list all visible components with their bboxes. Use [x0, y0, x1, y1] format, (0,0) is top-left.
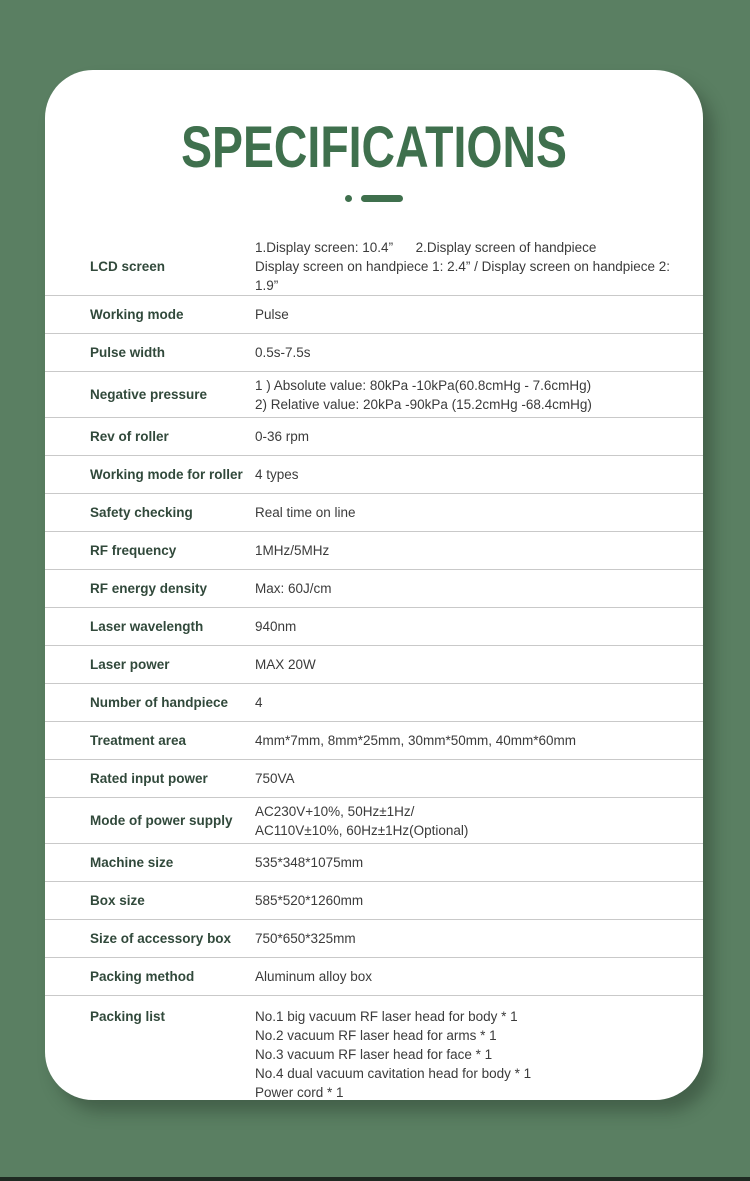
- spec-label: Mode of power supply: [90, 813, 233, 828]
- spec-row-laser-power: [45, 645, 703, 683]
- spec-label: Packing list: [90, 1009, 166, 1024]
- spec-label: RF energy density: [90, 581, 208, 596]
- spec-label: Rev of roller: [90, 429, 169, 444]
- spec-value: [255, 655, 703, 674]
- spec-row-box-size: [45, 881, 703, 919]
- spec-value: [255, 853, 703, 872]
- spec-value-line: 1 ) Absolute value: 80kPa -10kPa(60.8cmHg - 7.6cmHg): [255, 377, 592, 393]
- spec-value: [255, 503, 703, 522]
- spec-value: [255, 427, 703, 446]
- spec-row-mode-of-power-supply: [45, 797, 703, 843]
- spec-value-line: 750VA: [255, 771, 295, 786]
- title-accent-decoration: [45, 195, 703, 202]
- spec-value-line: 4 types: [255, 467, 299, 482]
- spec-value: [255, 967, 703, 986]
- spec-label: Working mode: [90, 307, 184, 322]
- spec-value-line: AC110V±10%, 60Hz±1Hz(Optional): [255, 822, 469, 838]
- spec-value-line: 940nm: [255, 619, 297, 634]
- spec-row-working-mode-for-roller: [45, 455, 703, 493]
- page-title: SPECIFICATIONS: [181, 115, 567, 180]
- spec-value: [255, 769, 703, 788]
- bottom-section-edge: [0, 1177, 750, 1181]
- spec-label: Laser wavelength: [90, 619, 204, 634]
- spec-label: Laser power: [90, 657, 170, 672]
- spec-value-line: 4: [255, 695, 263, 710]
- spec-row-safety-checking: [45, 493, 703, 531]
- spec-label: Pulse width: [90, 345, 166, 360]
- spec-label: Packing method: [90, 969, 195, 984]
- spec-card: [45, 70, 703, 1100]
- spec-value: [255, 376, 703, 414]
- spec-value-line: Max: 60J/cm: [255, 581, 332, 596]
- spec-value: [255, 238, 703, 295]
- spec-value-line: MAX 20W: [255, 657, 316, 672]
- spec-value-line: Display screen on handpiece 1: 2.4” / Display screen on handpiece 2: 1.9”: [255, 259, 674, 293]
- spec-value: [255, 579, 703, 598]
- spec-row-pulse-width: [45, 333, 703, 371]
- spec-value-line: Real time on line: [255, 505, 356, 520]
- spec-value-line: 585*520*1260mm: [255, 893, 364, 908]
- spec-row-treatment-area: [45, 721, 703, 759]
- spec-value: [255, 929, 703, 948]
- spec-value-line: No.1 big vacuum RF laser head for body * 1: [255, 1009, 518, 1024]
- spec-label: Number of handpiece: [90, 695, 229, 710]
- spec-row-packing-list: [45, 995, 703, 1116]
- spec-label: RF frequency: [90, 543, 177, 558]
- spec-value: [255, 343, 703, 362]
- spec-label: Treatment area: [90, 733, 187, 748]
- spec-value: [255, 802, 703, 840]
- spec-value-line: 1.Display screen: 10.4” 2.Display screen of handpiece: [255, 240, 597, 255]
- spec-value: [255, 541, 703, 560]
- spec-value: [255, 731, 703, 750]
- spec-value-line: Power cord * 1: [255, 1085, 344, 1100]
- spec-value-line: 750*650*325mm: [255, 931, 356, 946]
- spec-value-line: 1MHz/5MHz: [255, 543, 330, 558]
- spec-label: Size of accessory box: [90, 931, 232, 946]
- spec-value-line: No.4 dual vacuum cavitation head for body * 1: [255, 1066, 532, 1081]
- spec-value: [255, 305, 703, 324]
- spec-label: Box size: [90, 893, 145, 908]
- spec-row-rf-energy-density: [45, 569, 703, 607]
- spec-row-rev-of-roller: [45, 417, 703, 455]
- spec-row-negative-pressure: [45, 371, 703, 417]
- spec-value-line: 2) Relative value: 20kPa -90kPa (15.2cmHg -68.4cmHg): [255, 396, 592, 412]
- spec-value-line: No.2 vacuum RF laser head for arms * 1: [255, 1028, 497, 1043]
- spec-value: [255, 1007, 703, 1102]
- spec-value: [255, 465, 703, 484]
- spec-row-laser-wavelength: [45, 607, 703, 645]
- spec-label: Rated input power: [90, 771, 208, 786]
- spec-value-line: No.3 vacuum RF laser head for face * 1: [255, 1047, 493, 1062]
- spec-row-working-mode: [45, 295, 703, 333]
- accent-dash-icon: [361, 195, 403, 202]
- spec-row-lcd-screen: [45, 238, 703, 295]
- spec-value-line: AC230V+10%, 50Hz±1Hz/: [255, 803, 415, 819]
- spec-table: [45, 238, 703, 1116]
- spec-row-rated-input-power: [45, 759, 703, 797]
- spec-label: Negative pressure: [90, 387, 208, 402]
- spec-row-size-of-accessory-box: [45, 919, 703, 957]
- spec-value-line: 535*348*1075mm: [255, 855, 364, 870]
- spec-value-line: 0.5s-7.5s: [255, 345, 311, 360]
- spec-label: Machine size: [90, 855, 174, 870]
- spec-value-line: Aluminum alloy box: [255, 969, 373, 984]
- spec-value: [255, 617, 703, 636]
- spec-value-line: 0-36 rpm: [255, 429, 310, 444]
- spec-value-line: Pulse: [255, 307, 289, 322]
- spec-label: LCD screen: [90, 259, 166, 274]
- spec-row-number-of-handpiece: [45, 683, 703, 721]
- spec-value: [255, 693, 703, 712]
- spec-value: [255, 891, 703, 910]
- spec-row-rf-frequency: [45, 531, 703, 569]
- spec-row-packing-method: [45, 957, 703, 995]
- spec-row-machine-size: [45, 843, 703, 881]
- spec-label: Safety checking: [90, 505, 193, 520]
- spec-value-line: 4mm*7mm, 8mm*25mm, 30mm*50mm, 40mm*60mm: [255, 733, 577, 748]
- accent-dot-icon: [345, 195, 352, 202]
- spec-label: Working mode for roller: [90, 467, 243, 482]
